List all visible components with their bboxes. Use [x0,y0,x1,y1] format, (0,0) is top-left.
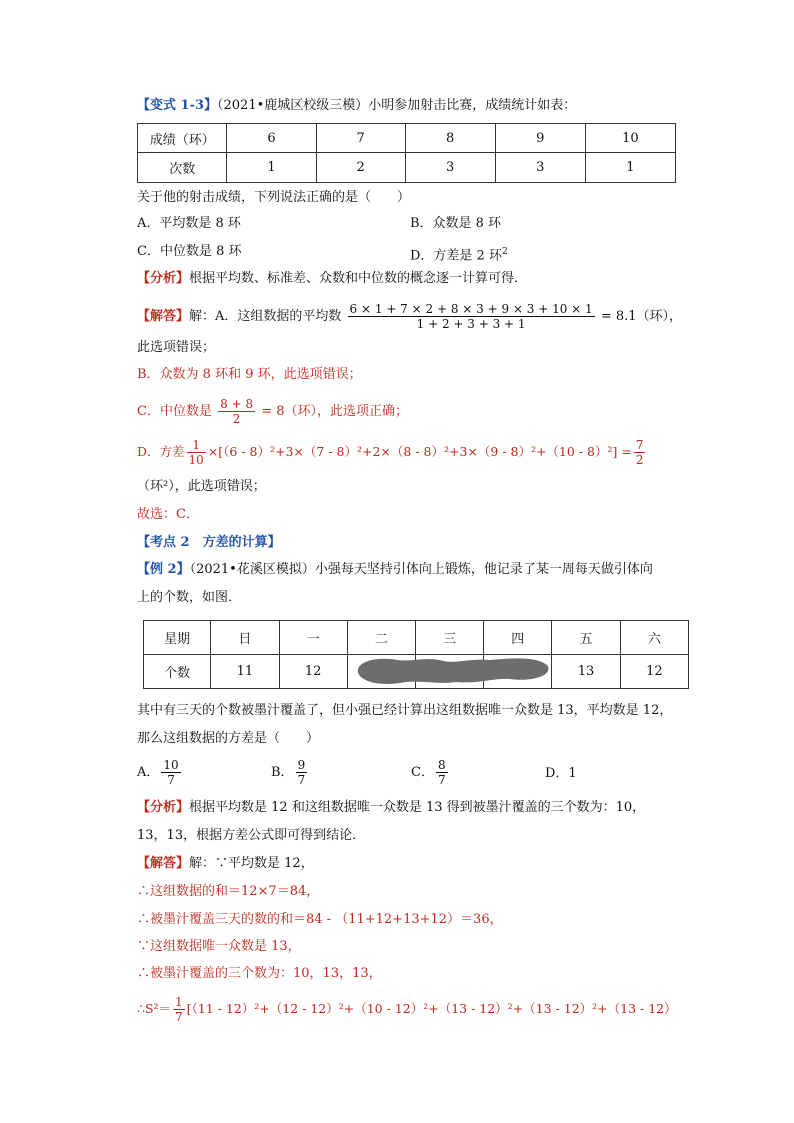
solution-a-prefix: 解：A．这组数据的平均数 [189,309,342,324]
count-cell: 1 [227,153,316,183]
variance-formula-denominator: 7 [175,1010,183,1024]
example-question-text: 小强每天坚持引体向上锻炼，他记录了某一周每天做引体向 [314,562,653,577]
mean-fraction [348,302,595,331]
solution-b: B．众数为 8 环和 9 环，此选项错误； [137,367,362,382]
example-solution-line3: ∴被墨汁覆盖三天的数的和＝84 - （11+12+13+12）＝36， [137,912,503,927]
variance-coef-denominator: 10 [188,453,204,467]
example-analysis-tag: 【分析】 [137,800,190,815]
solution-a-wrong: 此选项错误； [137,340,216,355]
solution-a-line [137,302,682,331]
mean-denominator: 1 + 2 + 3 + 3 + 1 [416,317,526,331]
option-b-label: B． [271,765,294,780]
ink-blot [352,652,552,688]
count-cell: 3 [495,153,585,183]
count-cell: 1 [585,153,675,183]
pullup-header-cell: 五 [552,621,620,655]
score-table-count-row [138,153,676,183]
variance-result-numerator: 7 [635,438,644,452]
variance-result-denominator: 2 [635,453,644,467]
score-header-label: 成绩（环） [138,124,227,153]
median-denominator: 2 [232,412,241,426]
variance-result-fraction [634,438,646,467]
option-d-text: D．方差是 2 环 [410,248,502,264]
example-solution-line5: ∴被墨汁覆盖的三个数为：10，13，13， [137,966,382,981]
variant-prompt: 关于他的射击成绩，下列说法正确的是（ ） [137,190,411,205]
solution-d-prefix: D．方差 [137,444,185,459]
solution-d-body: ×[（6 - 8）²+3×（7 - 8）²+2×（8 - 8）²+3×（9 - 8）²+（10 - 8）²] = [207,444,632,459]
score-table-header-row [138,124,676,153]
variant-question: 小明参加射击比赛，成绩统计如表： [368,98,577,113]
variant-question-line [137,97,576,115]
solution-c-line [137,397,408,426]
option-c-label: C． [411,765,434,780]
option-b-fraction [296,758,308,787]
median-numerator: 8 + 8 [220,397,254,411]
option-b-numerator: 9 [297,758,306,772]
example-solution-line6 [137,995,677,1024]
pullup-row-label: 个数 [144,655,211,689]
option-c-numerator: 8 [437,758,446,772]
example-option-d: D．1 [545,766,577,781]
pullup-count-cell: 12 [279,655,347,689]
example-solution-line1 [137,855,314,873]
solution-a-result: = 8.1（环）， [600,309,683,324]
mean-numerator: 6 × 1 + 7 × 2 + 8 × 3 + 9 × 3 + 10 × 1 [349,302,593,316]
option-d [410,243,508,265]
example-solution-line2: ∴这组数据的和＝12×7＝84， [137,884,320,899]
analysis-tag: 【分析】 [137,271,190,286]
pullup-header-cell: 日 [211,621,279,655]
example-analysis-line1 [137,799,645,817]
score-header-cell: 10 [585,124,675,153]
variance-formula-numerator: 1 [175,995,183,1009]
option-c: C．中位数是 8 环 [137,244,242,259]
solution-d-line [137,438,647,467]
example-option-c [411,758,450,787]
count-cell: 3 [405,153,495,183]
pullup-header-cell: 四 [484,621,552,655]
pullup-header-cell: 二 [347,621,415,655]
example-solution-tag: 【解答】 [137,856,190,871]
count-cell: 2 [316,153,405,183]
variance-formula-fraction [173,995,185,1024]
option-b-denominator: 7 [297,773,306,787]
example-option-b [271,758,309,787]
example-analysis-text: 根据平均数是 12 和这组数据唯一众数是 13 得到被墨汁覆盖的三个数为：10， [189,800,646,815]
variance-formula-prefix: ∴S²＝ [137,1001,172,1016]
score-header-cell: 8 [405,124,495,153]
option-c-denominator: 7 [437,773,446,787]
variance-formula-body: [（11 - 12）²+（12 - 12）²+（10 - 12）²+（13 - 12）²+（13 - 12）²+（13 - 12） [186,1001,677,1016]
variance-coef-numerator: 1 [187,438,206,453]
example-analysis-line2: 13，13，根据方差公式即可得到结论． [137,828,366,843]
option-d-sup: 2 [501,247,508,257]
solution-tag: 【解答】 [137,309,190,324]
variant-answer: 故选：C． [137,507,199,522]
option-a-denominator: 7 [167,773,175,787]
example-solution-text: 解：∵平均数是 12， [189,856,314,871]
pullup-header-row [144,621,689,655]
option-a: A．平均数是 8 环 [137,216,241,231]
pullup-header-label: 星期 [144,621,211,655]
variant-analysis [137,270,527,288]
pullup-header-cell: 一 [279,621,347,655]
variant-tag: 【变式 1-3】 [137,98,218,113]
pullup-count-cell: 13 [552,655,620,689]
score-table [137,123,676,183]
example-question-line2: 上的个数，如图． [137,590,242,605]
analysis-text: 根据平均数、标准差、众数和中位数的概念逐一计算可得． [189,271,528,286]
score-header-cell: 6 [227,124,316,153]
score-header-cell: 7 [316,124,405,153]
variance-coef-fraction [187,438,206,467]
solution-d-unit: （环²），此选项错误； [137,479,266,494]
option-a-label: A． [137,765,160,780]
example-solution-line4: ∵这组数据唯一众数是 13， [137,939,301,954]
example-option-a [137,758,183,787]
example-tag: 【例 2】 [137,562,190,577]
pullup-count-cell: 12 [620,655,688,689]
median-fraction [218,397,255,426]
count-row-label: 次数 [138,153,227,183]
pullup-header-cell: 六 [620,621,688,655]
option-a-fraction [161,758,180,787]
example-question-line1 [137,561,653,579]
solution-c-result: = 8（环），此选项正确； [261,404,408,419]
pullup-count-cell: 11 [211,655,279,689]
section-title: 【考点 2 方差的计算】 [137,535,281,550]
solution-c-prefix: C．中位数是 [137,404,212,419]
example-text-line2: 那么这组数据的方差是（ ） [137,731,320,746]
example-text-line1: 其中有三天的个数被墨汁覆盖了，但小强已经计算出这组数据唯一众数是 13，平均数是 12， [137,703,673,718]
score-header-cell: 9 [495,124,585,153]
option-b: B．众数是 8 环 [410,216,502,231]
option-a-numerator: 10 [163,758,179,772]
pullup-header-cell: 三 [415,621,483,655]
variant-source: （2021•鹿城区校级三模） [217,98,369,113]
example-source: （2021•花溪区模拟） [189,562,315,577]
option-c-fraction [436,758,448,787]
